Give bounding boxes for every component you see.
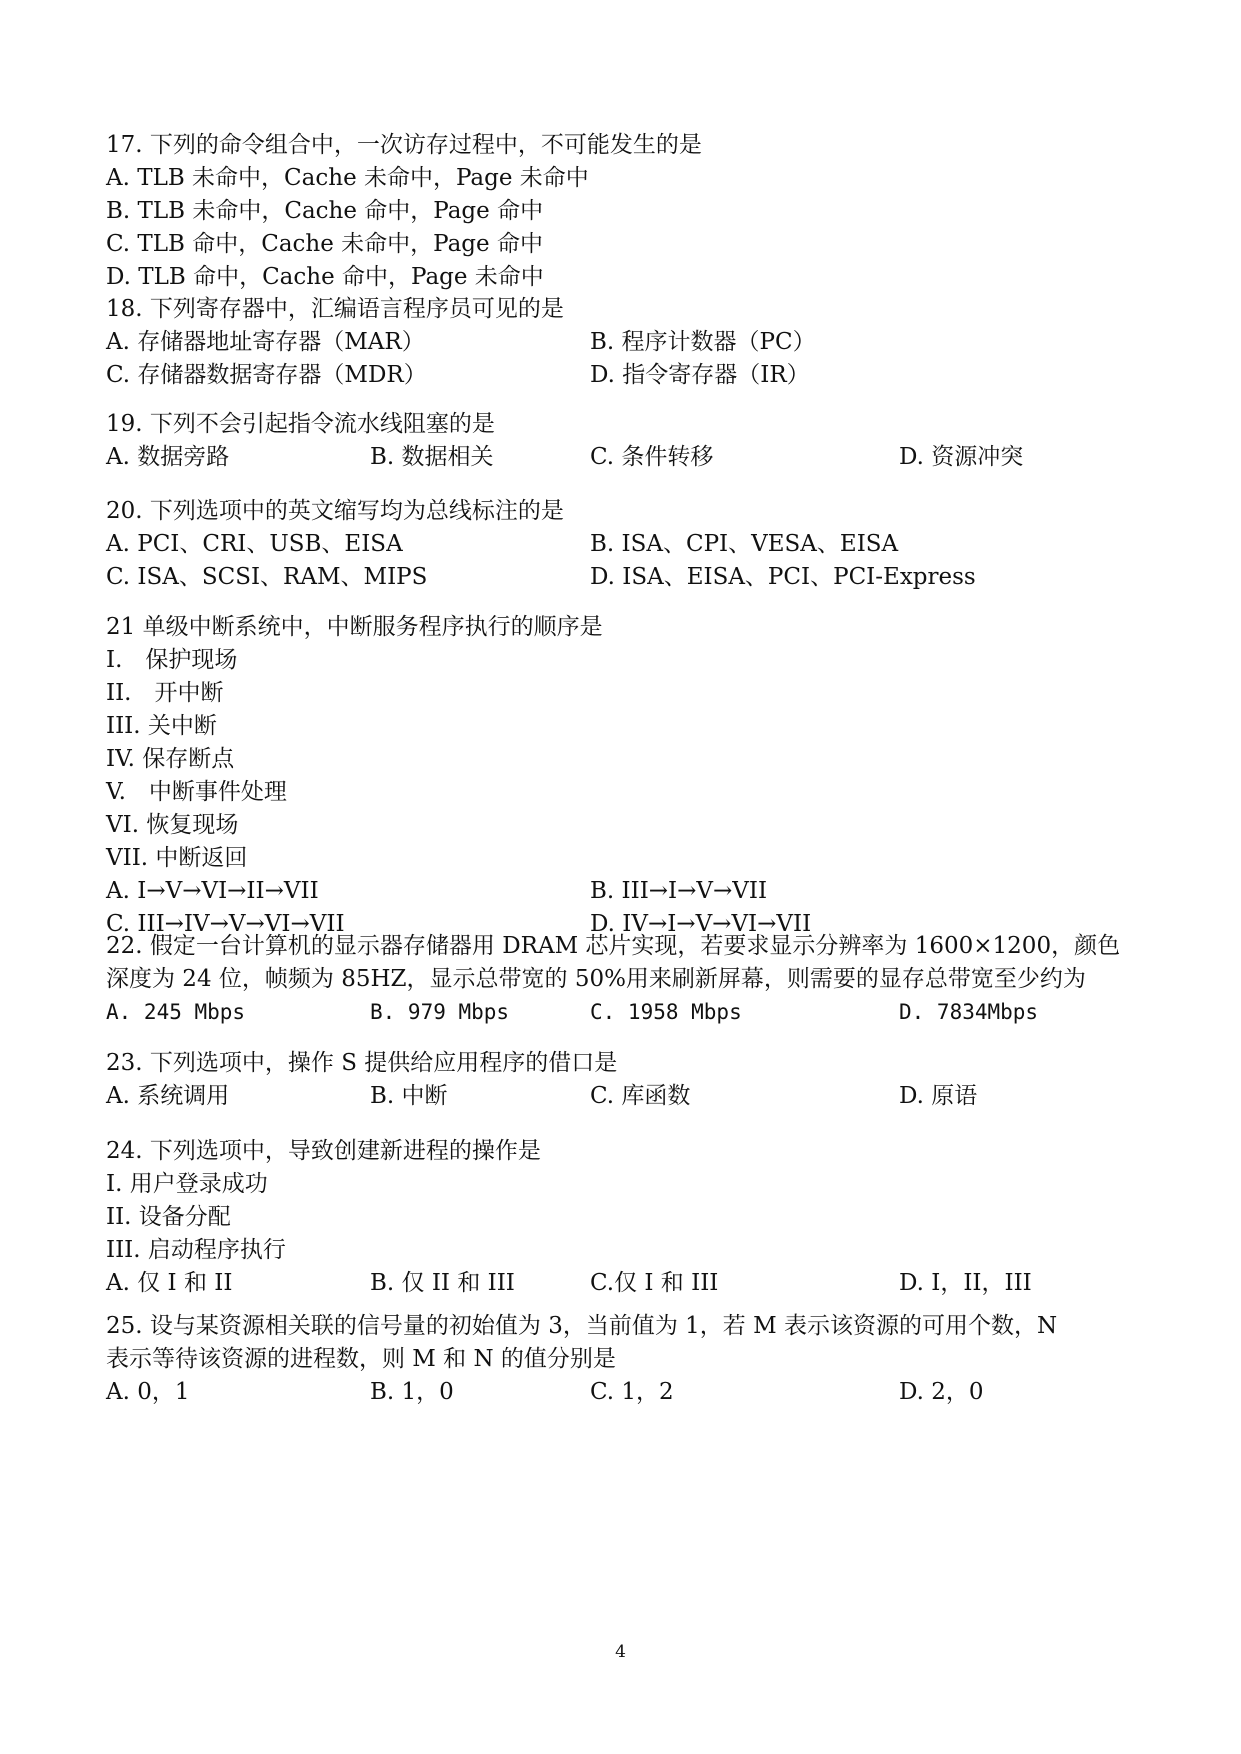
option-b: B. 979 Mbps: [370, 1000, 510, 1024]
step-item: VII. 中断返回: [106, 845, 248, 871]
option-c: C.仅 I 和 III: [590, 1270, 719, 1296]
option-a: A. 系统调用: [106, 1083, 230, 1109]
option-a: A. TLB 未命中，Cache 未命中，Page 未命中: [106, 165, 589, 191]
question-stem: 18. 下列寄存器中，汇编语言程序员可见的是: [106, 296, 564, 322]
option-d: D. TLB 命中，Cache 命中，Page 未命中: [106, 264, 544, 290]
option-b: B. III→I→V→VII: [590, 878, 768, 904]
option-b: B. 中断: [370, 1083, 448, 1109]
option-row: [106, 441, 1146, 474]
option-row: [106, 561, 1146, 594]
option-c: C. III→IV→V→VI→VII: [106, 911, 345, 937]
step-item: III. 启动程序执行: [106, 1237, 286, 1263]
step-item: III. 关中断: [106, 713, 217, 739]
option-c: C. 1958 Mbps: [590, 1000, 742, 1024]
option-d: D. 7834Mbps: [899, 1000, 1039, 1024]
option-a: A. 仅 I 和 II: [106, 1270, 233, 1296]
step-item: VI. 恢复现场: [106, 812, 239, 838]
option-a: A. 245 Mbps: [106, 1000, 246, 1024]
option-row: [106, 996, 1146, 1029]
question-17: [106, 129, 1146, 294]
page-number: 4: [615, 1642, 626, 1662]
question-23: [106, 1047, 1146, 1113]
question-stem: 23. 下列选项中，操作 S 提供给应用程序的借口是: [106, 1050, 618, 1076]
option-a: A. 存储器地址寄存器（MAR）: [106, 329, 425, 355]
option-a: A. 数据旁路: [106, 444, 230, 470]
option-row: [106, 1267, 1146, 1300]
question-25: [106, 1310, 1146, 1409]
option-c: C. TLB 命中，Cache 未命中，Page 命中: [106, 231, 543, 257]
option-c: C. 存储器数据寄存器（MDR）: [106, 362, 427, 388]
option-b: B. TLB 未命中，Cache 命中，Page 命中: [106, 198, 544, 224]
step-item: II. 设备分配: [106, 1204, 231, 1230]
option-b: B. 1，0: [370, 1379, 454, 1405]
option-row: [106, 1080, 1146, 1113]
option-c: C. 库函数: [590, 1083, 691, 1109]
option-c: C. 1，2: [590, 1379, 674, 1405]
option-a: A. I→V→VI→II→VII: [106, 878, 319, 904]
option-d: D. ISA、EISA、PCI、PCI-Express: [590, 564, 976, 590]
option-c: C. 条件转移: [590, 444, 714, 470]
question-21: [106, 611, 1146, 941]
step-item: I. 用户登录成功: [106, 1171, 268, 1197]
question-stem: 17. 下列的命令组合中，一次访存过程中，不可能发生的是: [106, 132, 702, 158]
option-row: [106, 875, 1146, 908]
option-d: D. I，II，III: [899, 1270, 1032, 1296]
question-22: [106, 930, 1146, 1029]
question-18: [106, 293, 1146, 392]
option-c: C. ISA、SCSI、RAM、MIPS: [106, 564, 428, 590]
option-b: B. ISA、CPI、VESA、EISA: [590, 531, 899, 557]
option-row: [106, 1376, 1146, 1409]
question-stem: 22. 假定一台计算机的显示器存储器用 DRAM 芯片实现，若要求显示分辨率为 1600×1200，颜色: [106, 933, 1121, 959]
option-row: [106, 528, 1146, 561]
option-d: D. 原语: [899, 1083, 978, 1109]
step-item: I. 保护现场: [106, 647, 238, 673]
option-d: D. 指令寄存器（IR）: [590, 362, 810, 388]
question-20: [106, 495, 1146, 594]
option-b: B. 仅 II 和 III: [370, 1270, 515, 1296]
question-stem-continued: 表示等待该资源的进程数，则 M 和 N 的值分别是: [106, 1346, 616, 1372]
step-item: IV. 保存断点: [106, 746, 235, 772]
option-row: [106, 326, 1146, 359]
step-item: II. 开中断: [106, 680, 224, 706]
question-24: [106, 1135, 1146, 1300]
question-stem-continued: 深度为 24 位，帧频为 85HZ，显示总带宽的 50%用来刷新屏幕，则需要的显存总带宽至少约为: [106, 966, 1086, 992]
question-stem: 19. 下列不会引起指令流水线阻塞的是: [106, 411, 495, 437]
question-19: [106, 408, 1146, 474]
question-stem: 20. 下列选项中的英文缩写均为总线标注的是: [106, 498, 564, 524]
option-b: B. 程序计数器（PC）: [590, 329, 816, 355]
option-b: B. 数据相关: [370, 444, 494, 470]
question-stem: 21 单级中断系统中，中断服务程序执行的顺序是: [106, 614, 603, 640]
step-item: V. 中断事件处理: [106, 779, 287, 805]
question-stem: 25. 设与某资源相关联的信号量的初始值为 3，当前值为 1，若 M 表示该资源的可用个数，N: [106, 1313, 1058, 1339]
option-row: [106, 359, 1146, 392]
option-d: D. 资源冲突: [899, 444, 1024, 470]
option-a: A. 0，1: [106, 1379, 190, 1405]
option-d: D. 2，0: [899, 1379, 984, 1405]
question-stem: 24. 下列选项中，导致创建新进程的操作是: [106, 1138, 541, 1164]
option-a: A. PCI、CRI、USB、EISA: [106, 531, 403, 557]
option-d: D. IV→I→V→VI→VII: [590, 911, 812, 937]
